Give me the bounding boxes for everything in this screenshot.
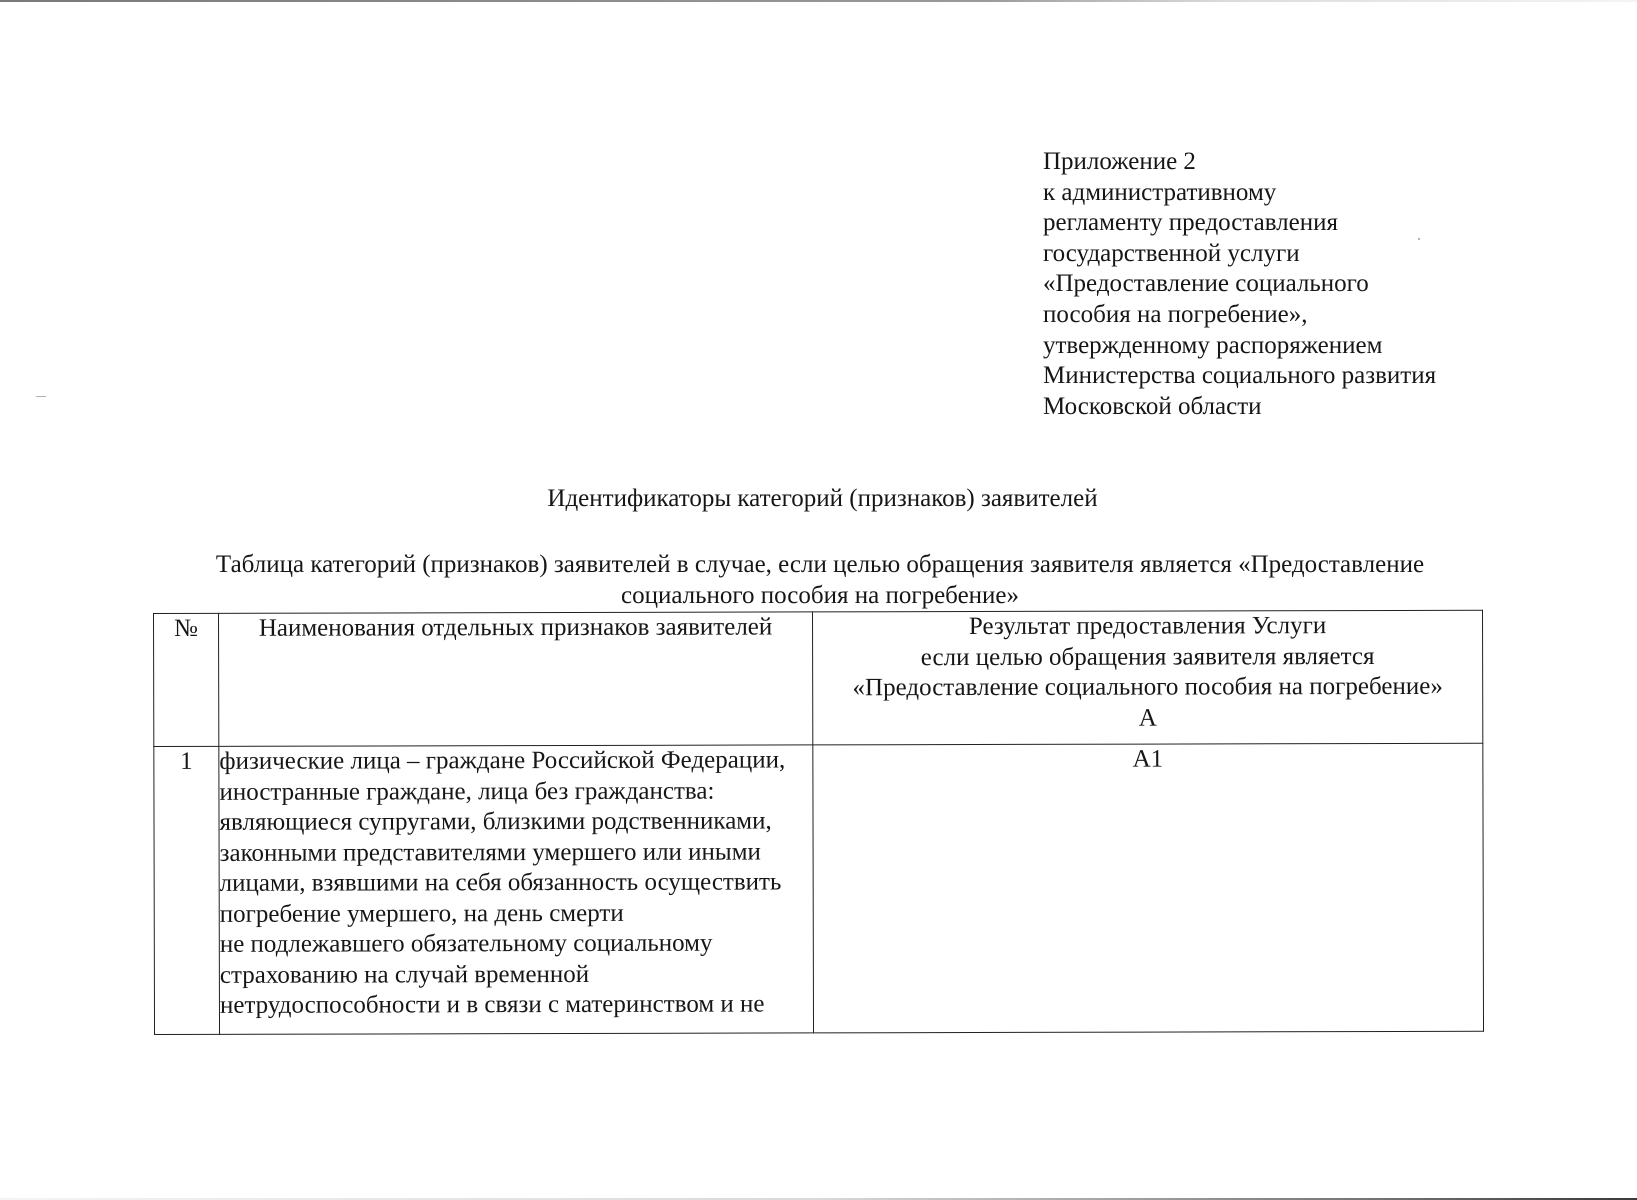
appendix-line: утвержденному распоряжением xyxy=(1043,331,1383,359)
row-name-line: страхованию на случай временной xyxy=(219,960,590,989)
row-name-line: не подлежавшего обязательному социальному xyxy=(219,929,713,958)
header-result-line: Результат предоставления Услуги xyxy=(968,612,1327,641)
appendix-line: пособия на погребение», xyxy=(1043,300,1308,328)
header-name: Наименования отдельных признаков заявителей xyxy=(219,612,813,746)
row-result: А1 xyxy=(813,743,1484,1033)
table-caption: Таблица категорий (признаков) заявителей в случае, если целью обращения заявителя является «Предоставление социального пособия на погребение» xyxy=(215,551,1425,609)
row-name-line: нетрудоспособности и в связи с материнством и не xyxy=(219,990,765,1019)
appendix-line: Министерства социального развития xyxy=(1043,362,1437,390)
row-name-line: физические лица – граждане Российской Федерации, xyxy=(219,746,786,775)
header-result xyxy=(812,610,1482,745)
row-name-line: погребение умершего, на день смерти xyxy=(219,899,624,928)
appendix-line: Приложение 2 xyxy=(1043,148,1196,175)
header-number: № xyxy=(154,613,219,746)
applicant-categories-table xyxy=(153,610,1484,1035)
header-result-line: если целью обращения заявителя является xyxy=(920,642,1375,671)
row-name-line: являющиеся супругами, близкими родственниками, xyxy=(219,807,772,836)
scan-edge-top xyxy=(0,0,1637,2)
header-result-line: А xyxy=(1138,704,1157,732)
header-result-line: «Предоставление социального пособия на погребение» xyxy=(852,672,1443,702)
appendix-line: Московской области xyxy=(1043,392,1262,420)
row-name-line: лицами, взявшими на себя обязанность осуществить xyxy=(219,868,782,897)
document-title: Идентификаторы категорий (признаков) заявителей xyxy=(547,485,1098,512)
appendix-line: регламенту предоставления xyxy=(1043,209,1339,237)
appendix-block xyxy=(1043,147,1436,422)
appendix-line: «Предоставление социального xyxy=(1043,270,1369,298)
row-name-line: иностранные граждане, лица без гражданства: xyxy=(219,777,715,806)
appendix-line: государственной услуги xyxy=(1043,239,1300,267)
row-name xyxy=(219,745,814,1034)
row-number: 1 xyxy=(154,746,220,1034)
table-header-row xyxy=(154,610,1483,746)
scan-mark xyxy=(36,396,46,397)
table-row xyxy=(154,743,1484,1034)
appendix-line: к административному xyxy=(1043,178,1277,206)
row-name-line: законными представителями умершего или иными xyxy=(219,838,761,867)
